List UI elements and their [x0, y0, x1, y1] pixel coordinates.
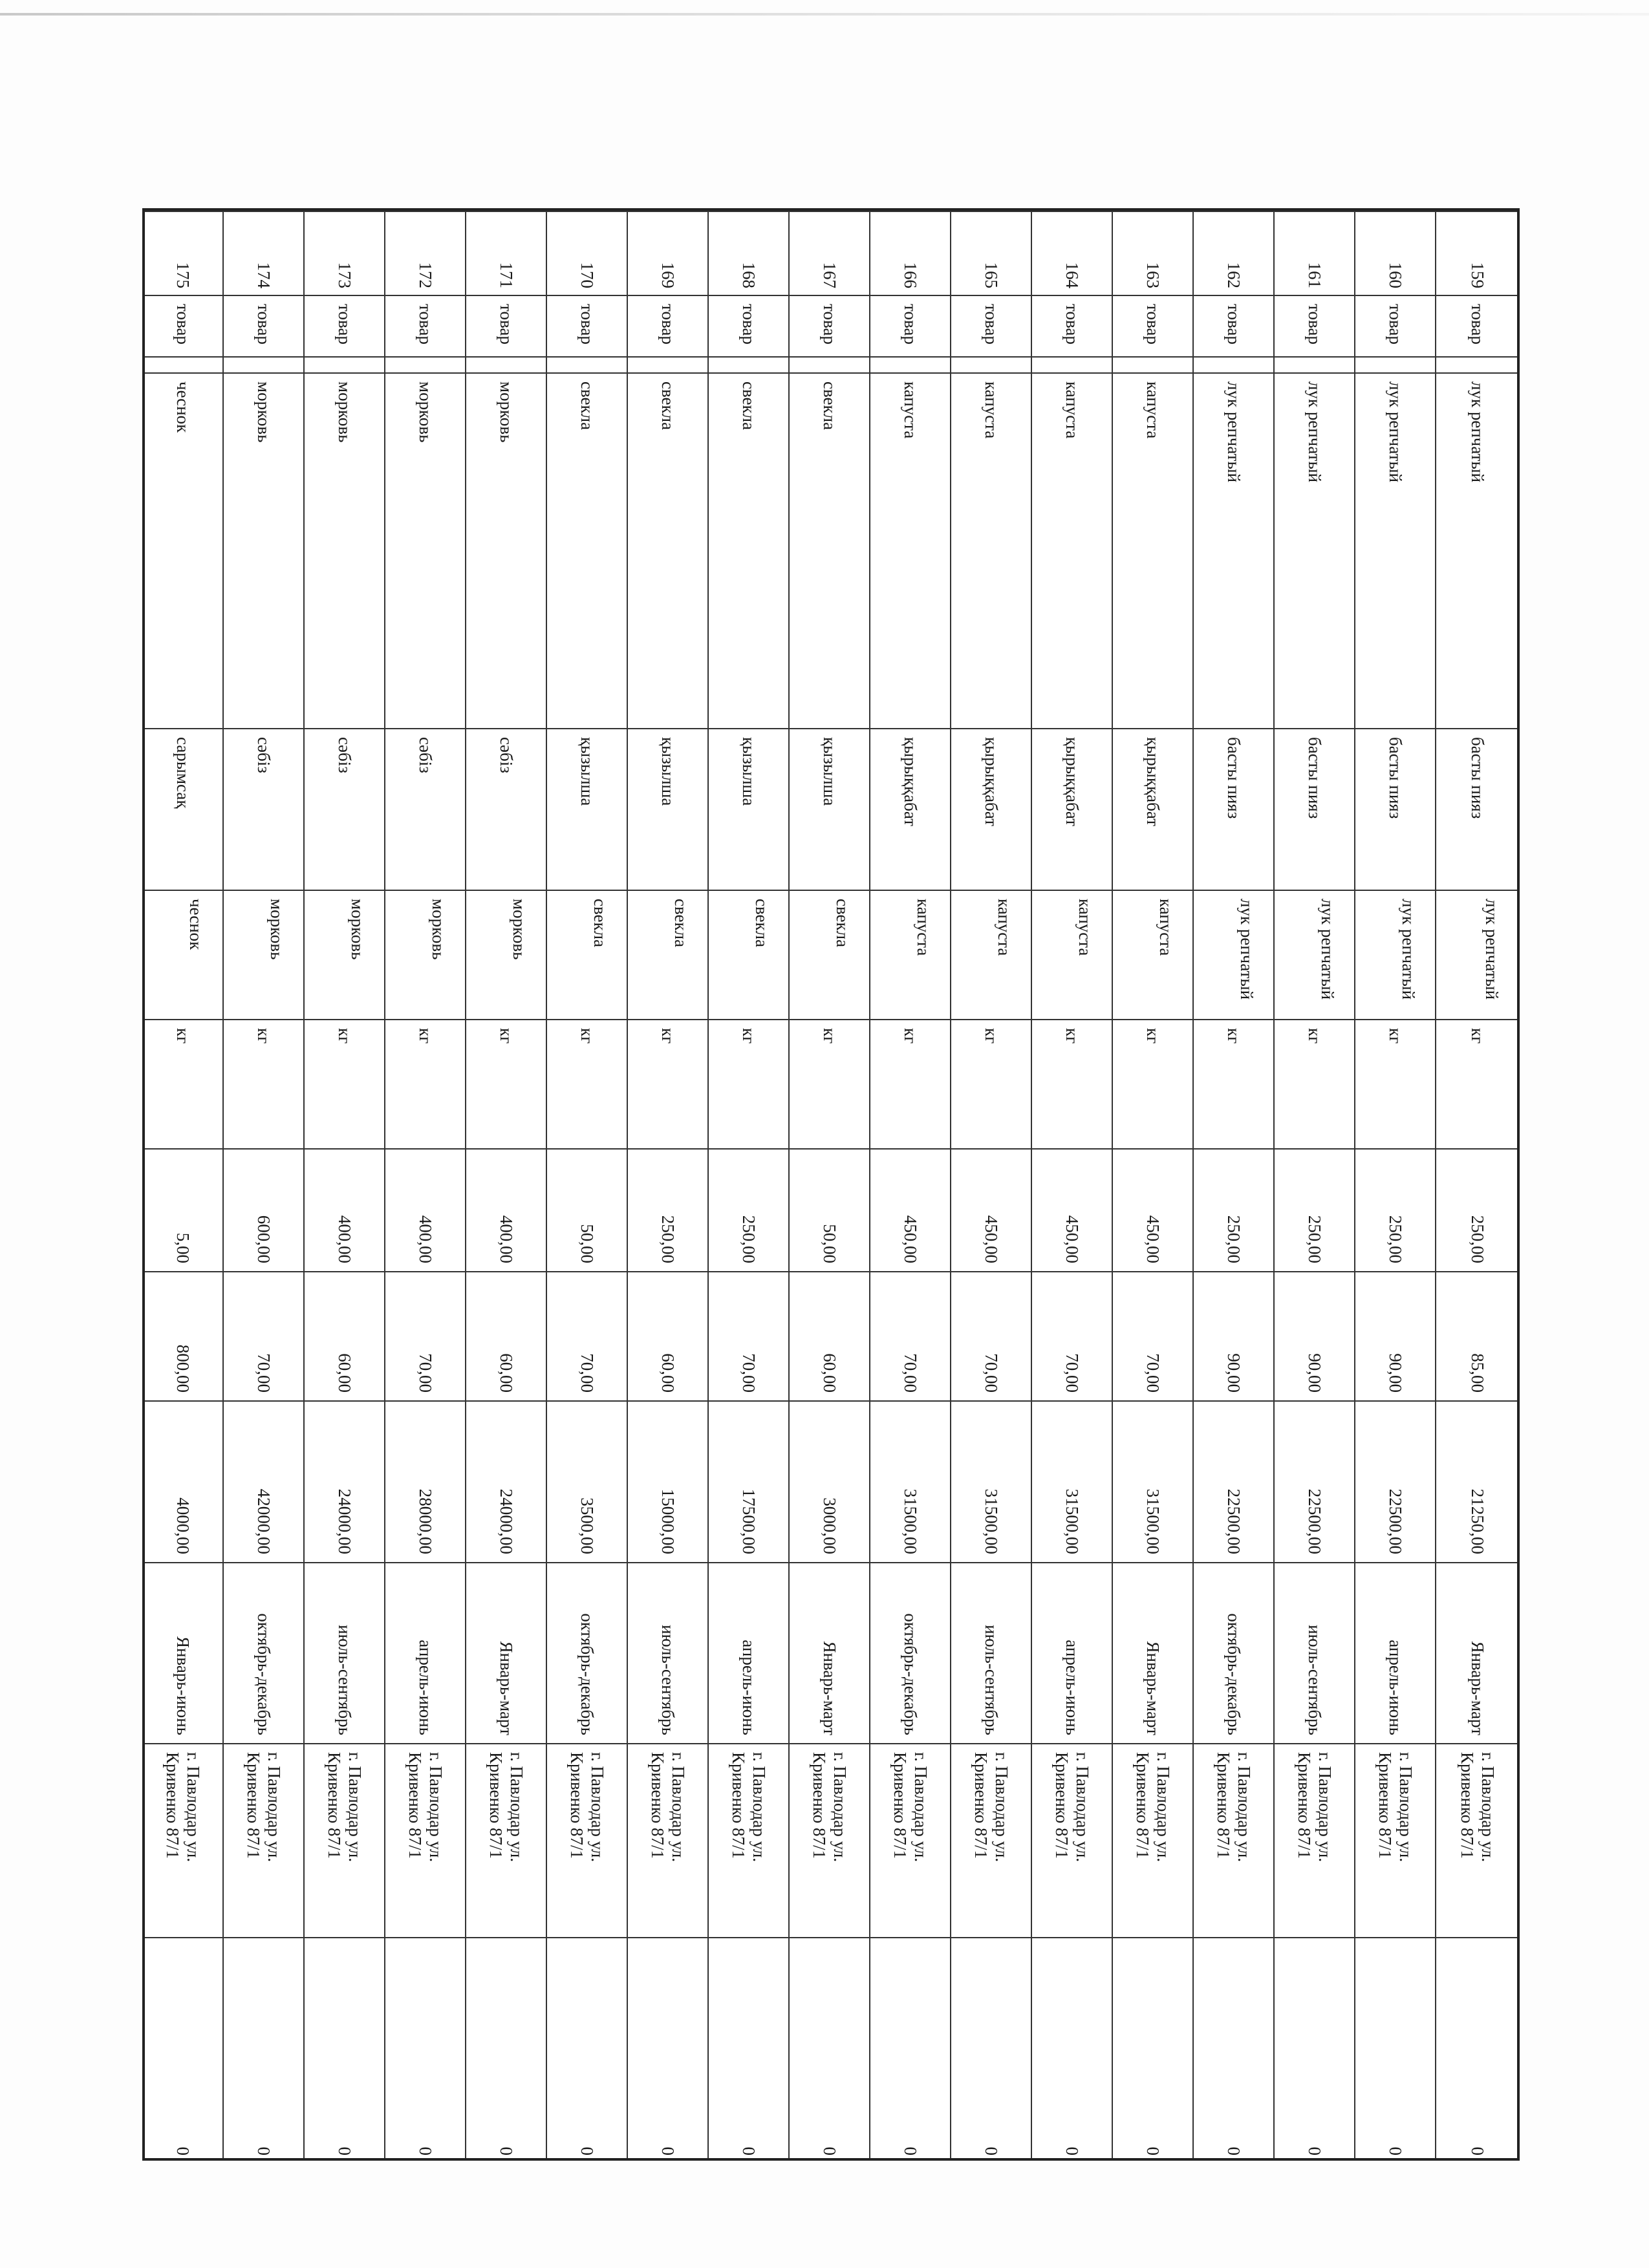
- quantity-cell: 250,00: [1274, 1149, 1355, 1272]
- item-type: товар: [1112, 295, 1193, 357]
- period-cell: июль-сентябрь: [304, 1563, 385, 1744]
- advance-cell: 0: [627, 1938, 708, 2161]
- unit-cell: кг: [466, 1020, 546, 1149]
- spacer-cell: [870, 357, 951, 373]
- price-cell: 70,00: [951, 1272, 1031, 1401]
- table-row: [1031, 211, 1112, 2161]
- delivery-place-cell: г. Павлодар ул. Кривенко 87/1: [1031, 1744, 1112, 1938]
- price-cell: 70,00: [870, 1272, 951, 1401]
- period-cell: Январь-март: [1112, 1563, 1193, 1744]
- item-name-kz: қызылша: [546, 729, 627, 890]
- item-name-kz: қырыққабат: [1112, 729, 1193, 890]
- item-name: свекла: [789, 373, 870, 729]
- period-cell: октябрь-декабрь: [546, 1563, 627, 1744]
- unit-cell: кг: [1274, 1020, 1355, 1149]
- period-cell: Январь-март: [1436, 1563, 1519, 1744]
- spacer-cell: [304, 357, 385, 373]
- item-name: свекла: [627, 373, 708, 729]
- sum-cell: 24000,00: [304, 1401, 385, 1563]
- period-cell: апрель-июнь: [1031, 1563, 1112, 1744]
- item-name-kz: қызылша: [789, 729, 870, 890]
- item-type: товар: [951, 295, 1031, 357]
- advance-cell: 0: [385, 1938, 466, 2161]
- spacer-cell: [466, 357, 546, 373]
- item-name-kz: сарымсақ: [142, 729, 223, 890]
- price-cell: 60,00: [627, 1272, 708, 1401]
- delivery-place-cell: г. Павлодар ул. Кривенко 87/1: [546, 1744, 627, 1938]
- quantity-cell: 250,00: [1193, 1149, 1274, 1272]
- table-row: [708, 211, 789, 2161]
- delivery-place-cell: г. Павлодар ул. Кривенко 87/1: [304, 1744, 385, 1938]
- item-name-kz: қызылша: [627, 729, 708, 890]
- table-row: [870, 211, 951, 2161]
- item-name-kz: қырыққабат: [951, 729, 1031, 890]
- row-number: 172: [385, 211, 466, 295]
- price-cell: 70,00: [223, 1272, 304, 1401]
- row-number: 170: [546, 211, 627, 295]
- sum-cell: 22500,00: [1355, 1401, 1436, 1563]
- quantity-cell: 450,00: [951, 1149, 1031, 1272]
- item-name-kz: басты пияз: [1436, 729, 1519, 890]
- price-cell: 90,00: [1274, 1272, 1355, 1401]
- scan-top-edge: [0, 13, 1649, 16]
- document-sheet: [142, 208, 1520, 2161]
- table-row: [1193, 211, 1274, 2161]
- item-name-ru: лук репчатый: [1193, 890, 1274, 1020]
- item-name-ru: капуста: [1112, 890, 1193, 1020]
- table-row: [142, 211, 223, 2161]
- unit-cell: кг: [1436, 1020, 1519, 1149]
- item-name-ru: морковь: [304, 890, 385, 1020]
- item-name-kz: сәбіз: [304, 729, 385, 890]
- unit-cell: кг: [708, 1020, 789, 1149]
- advance-cell: 0: [1112, 1938, 1193, 2161]
- period-cell: июль-сентябрь: [627, 1563, 708, 1744]
- advance-cell: 0: [789, 1938, 870, 2161]
- delivery-place-cell: г. Павлодар ул. Кривенко 87/1: [1436, 1744, 1519, 1938]
- price-cell: 60,00: [466, 1272, 546, 1401]
- item-type: товар: [385, 295, 466, 357]
- item-name-kz: қырыққабат: [1031, 729, 1112, 890]
- unit-cell: кг: [789, 1020, 870, 1149]
- procurement-table: [142, 211, 1520, 2161]
- row-number: 162: [1193, 211, 1274, 295]
- delivery-place-cell: г. Павлодар ул. Кривенко 87/1: [1355, 1744, 1436, 1938]
- item-name: капуста: [1112, 373, 1193, 729]
- unit-cell: кг: [1031, 1020, 1112, 1149]
- table-row: [951, 211, 1031, 2161]
- sum-cell: 31500,00: [1112, 1401, 1193, 1563]
- quantity-cell: 450,00: [1112, 1149, 1193, 1272]
- spacer-cell: [1274, 357, 1355, 373]
- item-type: товар: [223, 295, 304, 357]
- advance-cell: 0: [1193, 1938, 1274, 2161]
- unit-cell: кг: [142, 1020, 223, 1149]
- advance-cell: 0: [1031, 1938, 1112, 2161]
- table-row: [304, 211, 385, 2161]
- period-cell: апрель-июнь: [385, 1563, 466, 1744]
- quantity-cell: 400,00: [466, 1149, 546, 1272]
- item-name-kz: басты пияз: [1193, 729, 1274, 890]
- item-type: товар: [546, 295, 627, 357]
- spacer-cell: [708, 357, 789, 373]
- item-name-kz: қызылша: [708, 729, 789, 890]
- unit-cell: кг: [385, 1020, 466, 1149]
- table-row: [546, 211, 627, 2161]
- item-name: свекла: [546, 373, 627, 729]
- period-cell: июль-сентябрь: [951, 1563, 1031, 1744]
- delivery-place-cell: г. Павлодар ул. Кривенко 87/1: [223, 1744, 304, 1938]
- quantity-cell: 50,00: [789, 1149, 870, 1272]
- advance-cell: 0: [1436, 1938, 1519, 2161]
- sum-cell: 15000,00: [627, 1401, 708, 1563]
- price-cell: 70,00: [546, 1272, 627, 1401]
- item-name: лук репчатый: [1355, 373, 1436, 729]
- spacer-cell: [1355, 357, 1436, 373]
- spacer-cell: [1112, 357, 1193, 373]
- spacer-cell: [951, 357, 1031, 373]
- unit-cell: кг: [951, 1020, 1031, 1149]
- item-name-ru: лук репчатый: [1436, 890, 1519, 1020]
- item-type: товар: [142, 295, 223, 357]
- price-cell: 70,00: [1112, 1272, 1193, 1401]
- sum-cell: 31500,00: [951, 1401, 1031, 1563]
- row-number: 167: [789, 211, 870, 295]
- unit-cell: кг: [546, 1020, 627, 1149]
- period-cell: октябрь-декабрь: [223, 1563, 304, 1744]
- item-name-ru: капуста: [870, 890, 951, 1020]
- sum-cell: 22500,00: [1274, 1401, 1355, 1563]
- spacer-cell: [1031, 357, 1112, 373]
- item-name-ru: капуста: [1031, 890, 1112, 1020]
- row-number: 160: [1355, 211, 1436, 295]
- row-number: 168: [708, 211, 789, 295]
- sum-cell: 17500,00: [708, 1401, 789, 1563]
- advance-cell: 0: [870, 1938, 951, 2161]
- item-type: товар: [789, 295, 870, 357]
- period-cell: октябрь-декабрь: [1193, 1563, 1274, 1744]
- item-name: лук репчатый: [1274, 373, 1355, 729]
- advance-cell: 0: [951, 1938, 1031, 2161]
- item-name-kz: сәбіз: [466, 729, 546, 890]
- period-cell: июль-сентябрь: [1274, 1563, 1355, 1744]
- spacer-cell: [546, 357, 627, 373]
- sum-cell: 4000,00: [142, 1401, 223, 1563]
- price-cell: 90,00: [1355, 1272, 1436, 1401]
- period-cell: Январь-июнь: [142, 1563, 223, 1744]
- item-name: морковь: [304, 373, 385, 729]
- spacer-cell: [627, 357, 708, 373]
- row-number: 164: [1031, 211, 1112, 295]
- spacer-cell: [142, 357, 223, 373]
- table-row: [627, 211, 708, 2161]
- item-name: чеснок: [142, 373, 223, 729]
- row-number: 163: [1112, 211, 1193, 295]
- table-row: [789, 211, 870, 2161]
- sum-cell: 3000,00: [789, 1401, 870, 1563]
- item-name: капуста: [870, 373, 951, 729]
- unit-cell: кг: [1355, 1020, 1436, 1149]
- sum-cell: 22500,00: [1193, 1401, 1274, 1563]
- quantity-cell: 5,00: [142, 1149, 223, 1272]
- spacer-cell: [1193, 357, 1274, 373]
- item-name-kz: сәбіз: [223, 729, 304, 890]
- item-name: морковь: [223, 373, 304, 729]
- period-cell: Январь-март: [466, 1563, 546, 1744]
- row-number: 165: [951, 211, 1031, 295]
- delivery-place-cell: г. Павлодар ул. Кривенко 87/1: [870, 1744, 951, 1938]
- quantity-cell: 50,00: [546, 1149, 627, 1272]
- item-type: товар: [1031, 295, 1112, 357]
- advance-cell: 0: [142, 1938, 223, 2161]
- item-name-kz: сәбіз: [385, 729, 466, 890]
- row-number: 173: [304, 211, 385, 295]
- quantity-cell: 450,00: [870, 1149, 951, 1272]
- price-cell: 70,00: [1031, 1272, 1112, 1401]
- quantity-cell: 400,00: [304, 1149, 385, 1272]
- table-row: [1355, 211, 1436, 2161]
- item-type: товар: [304, 295, 385, 357]
- table-row: [223, 211, 304, 2161]
- delivery-place-cell: г. Павлодар ул. Кривенко 87/1: [1274, 1744, 1355, 1938]
- item-name-ru: капуста: [951, 890, 1031, 1020]
- table-row: [1274, 211, 1355, 2161]
- item-name-ru: морковь: [466, 890, 546, 1020]
- unit-cell: кг: [304, 1020, 385, 1149]
- table-row: [1112, 211, 1193, 2161]
- quantity-cell: 250,00: [1436, 1149, 1519, 1272]
- price-cell: 70,00: [708, 1272, 789, 1401]
- sum-cell: 42000,00: [223, 1401, 304, 1563]
- row-number: 161: [1274, 211, 1355, 295]
- period-cell: октябрь-декабрь: [870, 1563, 951, 1744]
- item-type: товар: [708, 295, 789, 357]
- advance-cell: 0: [223, 1938, 304, 2161]
- advance-cell: 0: [304, 1938, 385, 2161]
- item-name-kz: басты пияз: [1355, 729, 1436, 890]
- item-name-ru: свекла: [708, 890, 789, 1020]
- price-cell: 800,00: [142, 1272, 223, 1401]
- delivery-place-cell: г. Павлодар ул. Кривенко 87/1: [385, 1744, 466, 1938]
- delivery-place-cell: г. Павлодар ул. Кривенко 87/1: [1193, 1744, 1274, 1938]
- quantity-cell: 450,00: [1031, 1149, 1112, 1272]
- item-name-ru: лук репчатый: [1274, 890, 1355, 1020]
- row-number: 159: [1436, 211, 1519, 295]
- item-type: товар: [1355, 295, 1436, 357]
- spacer-cell: [1436, 357, 1519, 373]
- delivery-place-cell: г. Павлодар ул. Кривенко 87/1: [466, 1744, 546, 1938]
- sum-cell: 31500,00: [870, 1401, 951, 1563]
- sum-cell: 3500,00: [546, 1401, 627, 1563]
- spacer-cell: [789, 357, 870, 373]
- row-number: 175: [142, 211, 223, 295]
- delivery-place-cell: г. Павлодар ул. Кривенко 87/1: [708, 1744, 789, 1938]
- row-number: 169: [627, 211, 708, 295]
- delivery-place-cell: г. Павлодар ул. Кривенко 87/1: [1112, 1744, 1193, 1938]
- quantity-cell: 250,00: [708, 1149, 789, 1272]
- item-type: товар: [627, 295, 708, 357]
- row-number: 171: [466, 211, 546, 295]
- price-cell: 90,00: [1193, 1272, 1274, 1401]
- period-cell: Январь-март: [789, 1563, 870, 1744]
- sum-cell: 28000,00: [385, 1401, 466, 1563]
- unit-cell: кг: [223, 1020, 304, 1149]
- period-cell: апрель-июнь: [708, 1563, 789, 1744]
- row-number: 166: [870, 211, 951, 295]
- sum-cell: 31500,00: [1031, 1401, 1112, 1563]
- item-type: товар: [1436, 295, 1519, 357]
- sum-cell: 21250,00: [1436, 1401, 1519, 1563]
- item-type: товар: [1193, 295, 1274, 357]
- advance-cell: 0: [1274, 1938, 1355, 2161]
- advance-cell: 0: [1355, 1938, 1436, 2161]
- item-name-ru: свекла: [627, 890, 708, 1020]
- sum-cell: 24000,00: [466, 1401, 546, 1563]
- unit-cell: кг: [1193, 1020, 1274, 1149]
- table-row: [466, 211, 546, 2161]
- item-name: капуста: [1031, 373, 1112, 729]
- period-cell: апрель-июнь: [1355, 1563, 1436, 1744]
- item-name: морковь: [385, 373, 466, 729]
- unit-cell: кг: [1112, 1020, 1193, 1149]
- item-name-ru: чеснок: [142, 890, 223, 1020]
- unit-cell: кг: [870, 1020, 951, 1149]
- advance-cell: 0: [708, 1938, 789, 2161]
- row-number: 174: [223, 211, 304, 295]
- delivery-place-cell: г. Павлодар ул. Кривенко 87/1: [789, 1744, 870, 1938]
- quantity-cell: 600,00: [223, 1149, 304, 1272]
- item-name-kz: басты пияз: [1274, 729, 1355, 890]
- item-name: свекла: [708, 373, 789, 729]
- table-row: [1436, 211, 1519, 2161]
- quantity-cell: 250,00: [627, 1149, 708, 1272]
- item-name-ru: свекла: [546, 890, 627, 1020]
- price-cell: 70,00: [385, 1272, 466, 1401]
- spacer-cell: [223, 357, 304, 373]
- item-name-kz: қырыққабат: [870, 729, 951, 890]
- item-name-ru: морковь: [385, 890, 466, 1020]
- item-name: морковь: [466, 373, 546, 729]
- unit-cell: кг: [627, 1020, 708, 1149]
- item-name-ru: морковь: [223, 890, 304, 1020]
- item-name-ru: свекла: [789, 890, 870, 1020]
- table-row: [385, 211, 466, 2161]
- item-name: лук репчатый: [1436, 373, 1519, 729]
- item-name: капуста: [951, 373, 1031, 729]
- item-type: товар: [466, 295, 546, 357]
- delivery-place-cell: г. Павлодар ул. Кривенко 87/1: [142, 1744, 223, 1938]
- advance-cell: 0: [546, 1938, 627, 2161]
- price-cell: 85,00: [1436, 1272, 1519, 1401]
- item-type: товар: [870, 295, 951, 357]
- price-cell: 60,00: [789, 1272, 870, 1401]
- quantity-cell: 400,00: [385, 1149, 466, 1272]
- spacer-cell: [385, 357, 466, 373]
- delivery-place-cell: г. Павлодар ул. Кривенко 87/1: [951, 1744, 1031, 1938]
- item-name-ru: лук репчатый: [1355, 890, 1436, 1020]
- advance-cell: 0: [466, 1938, 546, 2161]
- item-name: лук репчатый: [1193, 373, 1274, 729]
- item-type: товар: [1274, 295, 1355, 357]
- quantity-cell: 250,00: [1355, 1149, 1436, 1272]
- price-cell: 60,00: [304, 1272, 385, 1401]
- delivery-place-cell: г. Павлодар ул. Кривенко 87/1: [627, 1744, 708, 1938]
